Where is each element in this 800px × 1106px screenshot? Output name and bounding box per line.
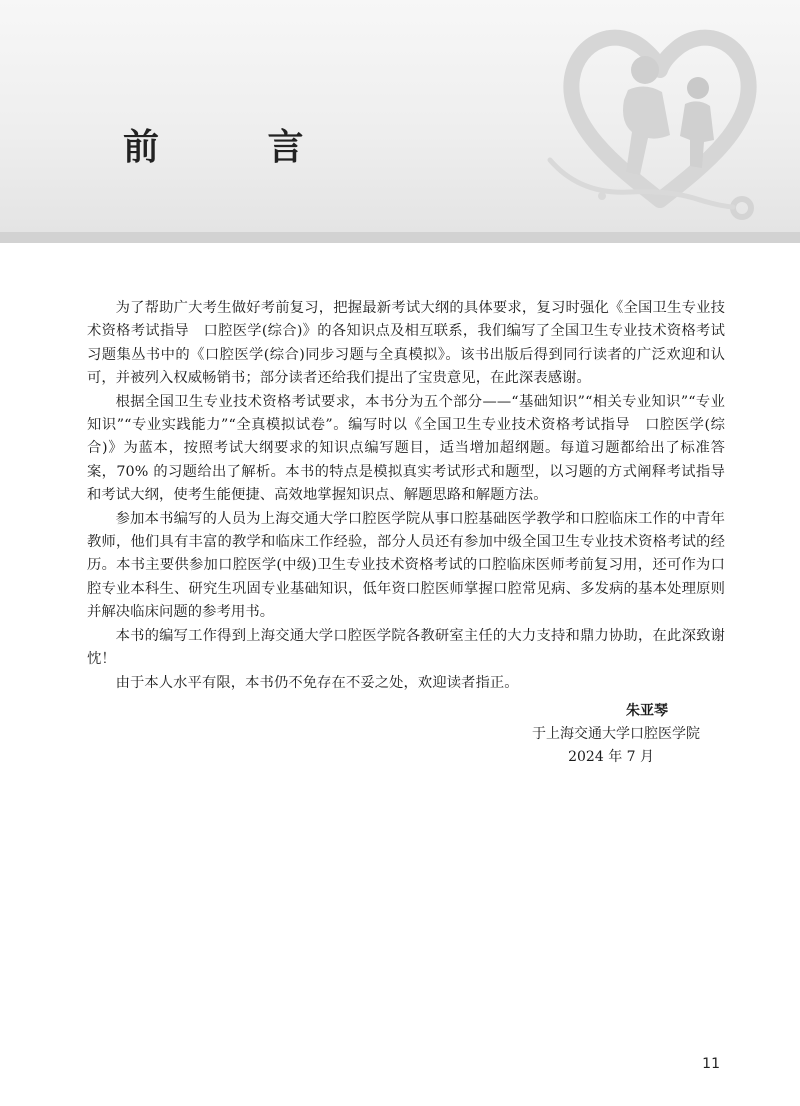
author-name: 朱亚琴 (626, 703, 668, 719)
paragraph: 参加本书编写的人员为上海交通大学口腔医学院从事口腔基础医学教学和口腔临床工作的中青年教师，他们具有丰富的教学和临床工作经验，部分人员还有参加中级全国卫生专业技术资格考试的经历。本书主要供参加口腔医学(中级)卫生专业技术资格考试的口腔临床医师考前复习用，还可作为口腔专业本科生、研究生巩固专业基础知识，低年资口腔医师掌握口腔常见病、多发病的基本处理原则并解决临床问题的参考用书。 (87, 510, 725, 621)
page-title: 前 言 (123, 127, 352, 168)
paragraph: 本书的编写工作得到上海交通大学口腔医学院各教研室主任的大力支持和鼎力协助，在此深致谢忱！ (87, 627, 725, 668)
family-heart-stethoscope-icon (520, 0, 800, 243)
signature-block (440, 700, 700, 769)
signature-date: 2024 年 7 月 (568, 749, 654, 765)
preface-body (87, 297, 725, 695)
author-affiliation: 于上海交通大学口腔医学院 (532, 726, 700, 742)
paragraph: 由于本人水平有限，本书仍不免存在不妥之处，欢迎读者指正。 (115, 674, 519, 691)
page-number: 11 (702, 1056, 720, 1072)
paragraph: 为了帮助广大考生做好考前复习，把握最新考试大纲的具体要求，复习时强化《全国卫生专业技术资格考试指导 口腔医学(综合)》的各知识点及相互联系，我们编写了全国卫生专业技术资格考试习题集丛书中的《口腔医学(综合)同步习题与全真模拟》。该书出版后得到同行读者的广泛欢迎和认可，并被列入权威畅销书；部分读者还给我们提出了宝贵意见，在此深表感谢。 (87, 300, 725, 387)
paragraph: 根据全国卫生专业技术资格考试要求，本书分为五个部分——“基础知识”“相关专业知识”“专业知识”“专业实践能力”“全真模拟试卷”。编写时以《全国卫生专业技术资格考试指导 口腔医学(综合)》为蓝本，按照考试大纲要求的知识点编写题目，适当增加超纲题。每道习题都给出了标准答案，70% 的习题给出了解析。本书的特点是模拟真实考试形式和题型，以习题的方式阐释考试指导和考试大纲，使考生能便捷、高效地掌握知识点、解题思路和解题方法。 (87, 393, 725, 504)
